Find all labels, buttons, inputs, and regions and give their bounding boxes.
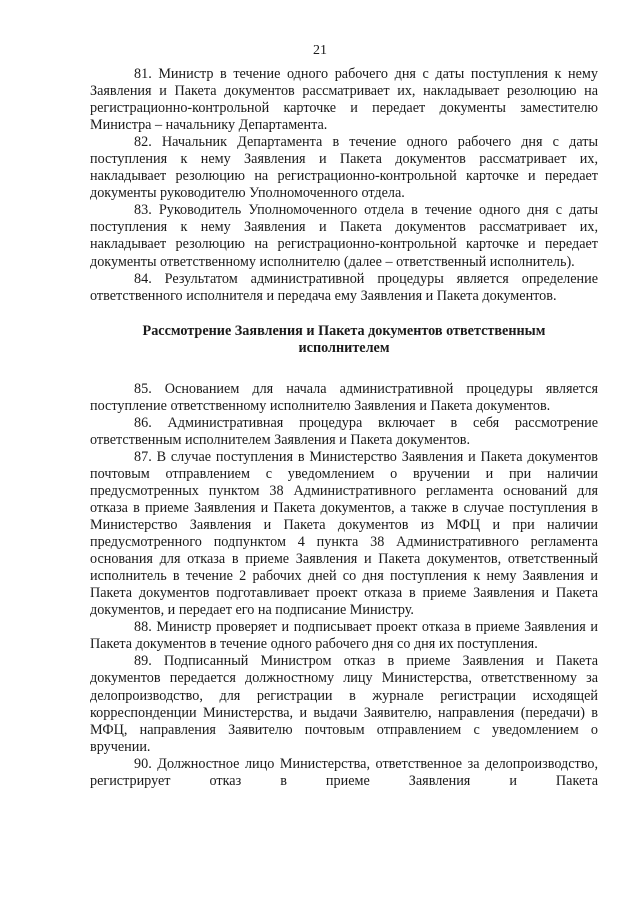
paragraph-81: 81. Министр в течение одного рабочего дня с даты поступления к нему Заявления и Пакета документов рассматривает их, накладывает резолюцию на регистрационно-контрольной карточке и передает документы заместителю Министра – начальнику Департамента. <box>90 66 598 134</box>
document-body <box>90 66 598 790</box>
paragraph-84: 84. Результатом административной процедуры является определение ответственного исполнителя и передача ему Заявления и Пакета документов. <box>90 270 598 304</box>
page-number: 21 <box>313 43 327 58</box>
paragraph-89: 89. Подписанный Министром отказ в приеме Заявления и Пакета документов передается должностному лицу Министерства, ответственному за делопроизводство, для регистрации в журнале регистрации исходящей корреспонденции Министерства, и выдачи Заявителю, направления (передачи) в МФЦ, направления Заявителю почтовым отправлением с уведомлением о вручении. <box>90 653 598 755</box>
paragraph-86: 86. Административная процедура включает в себя рассмотрение ответственным исполнителем Заявления и Пакета документов. <box>90 414 598 448</box>
paragraph-88: 88. Министр проверяет и подписывает проект отказа в приеме Заявления и Пакета документов в течение одного рабочего дня со дня их поступления. <box>90 619 598 653</box>
paragraph-87: 87. В случае поступления в Министерство Заявления и Пакета документов почтовым отправлением с уведомлением о вручении и при наличии предусмотренных пунктом 38 Административного регламента оснований для отказа в приеме Заявления и Пакета документов, а также в случае поступления в Министерство Заявления и Пакета документов из МФЦ и при наличии предусмотренного подпунктом 4 пункта 38 Административного регламента основания для отказа в приеме Заявления и Пакета документов, ответственный исполнитель в течение 2 рабочих дней со дня поступления к нему Заявления и Пакета документов подготавливает проект отказа в приеме Заявления и Пакета документов, и передает его на подписание Министру. <box>90 448 598 619</box>
paragraph-85: 85. Основанием для начала административной процедуры является поступление ответственному исполнителю Заявления и Пакета документов. <box>90 380 598 414</box>
paragraph-82: 82. Начальник Департамента в течение одного рабочего дня с даты поступления к нему Заявления и Пакета документов рассматривает их, накладывает резолюцию на регистрационно-контрольной карточке и передает документы руководителю Уполномоченного отдела. <box>90 134 598 202</box>
section-heading: Рассмотрение Заявления и Пакета документов ответственным исполнителем <box>142 322 546 356</box>
paragraph-83: 83. Руководитель Уполномоченного отдела в течение одного дня с даты поступления к нему Заявления и Пакета документов рассматривает их, накладывает резолюцию на регистрационно-контрольной карточке и передает документы ответственному исполнителю (далее – ответственный исполнитель). <box>90 202 598 270</box>
paragraph-90: 90. Должностное лицо Министерства, ответственное за делопроизводство, регистрирует отказ в приеме Заявления и Пакета <box>90 755 598 789</box>
